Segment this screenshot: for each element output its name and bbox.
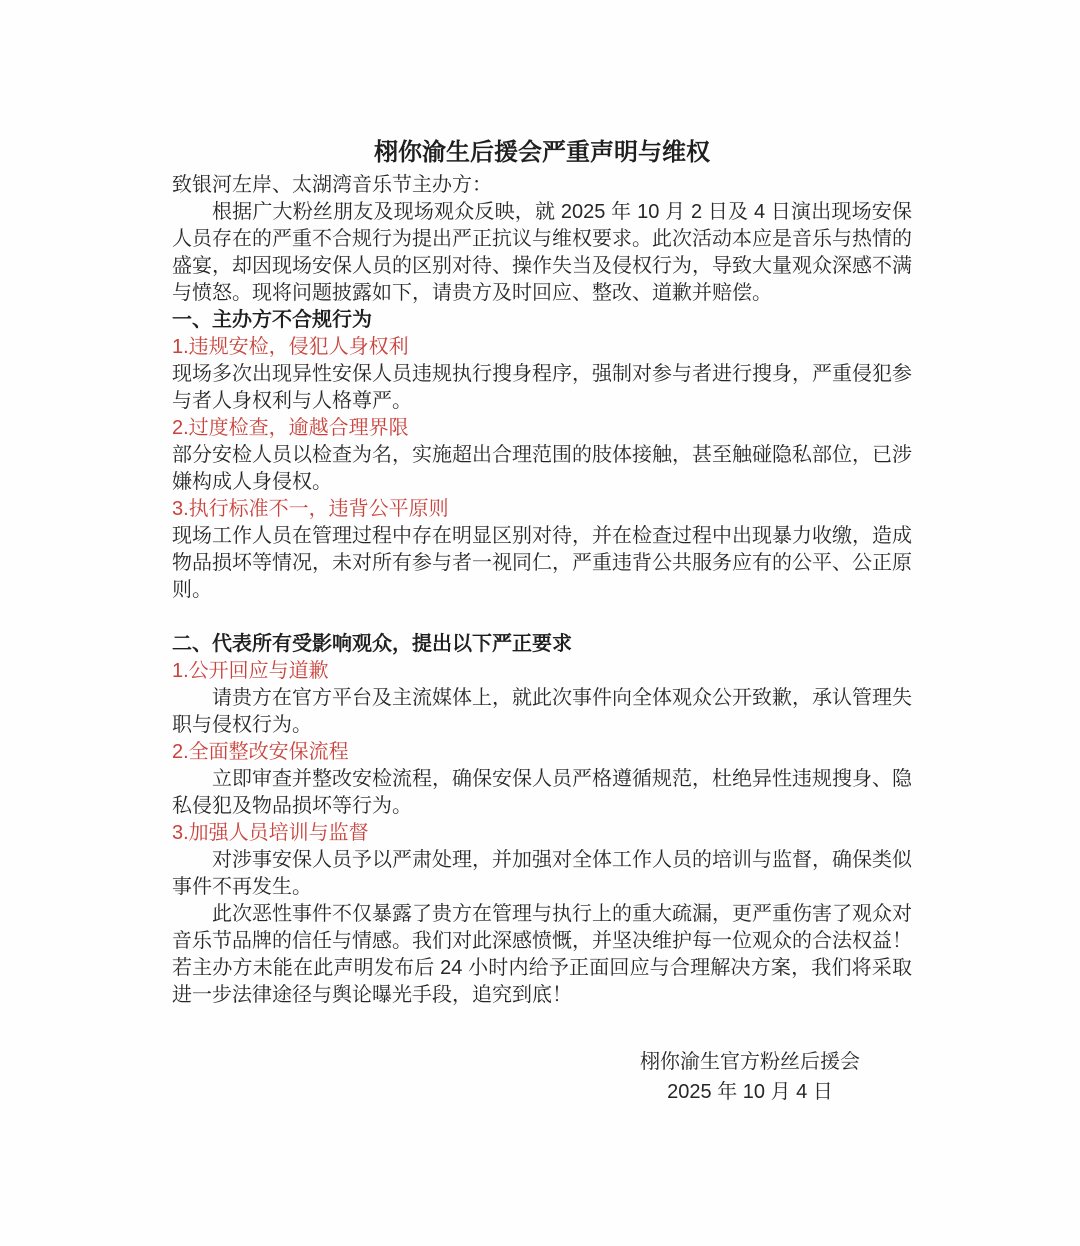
closing-paragraph-2: 若主办方未能在此声明发布后 24 小时内给予正面回应与合理解决方案，我们将采取进一步法律途径与舆论曝光手段，追究到底！ <box>172 957 912 1006</box>
section1-heading: 一、主办方不合规行为 <box>172 309 372 331</box>
statement-title: 栩你渝生后援会严重声明与维权 <box>374 139 710 166</box>
section-gap <box>172 604 912 631</box>
date: 2025 年 10 月 4 日 <box>667 1081 833 1103</box>
demand-1-heading: 1.公开回应与道歉 <box>172 660 329 682</box>
statement-content <box>172 136 912 1107</box>
demand-1-body: 请贵方在官方平台及主流媒体上，就此次事件向全体观众公开致歉，承认管理失职与侵权行为。 <box>172 687 912 736</box>
violation-2-heading: 2.过度检查，逾越合理界限 <box>172 417 409 439</box>
violation-3-heading: 3.执行标准不一，违背公平原则 <box>172 498 449 520</box>
violation-3-body: 现场工作人员在管理过程中存在明显区别对待，并在检查过程中出现暴力收缴，造成物品损坏等情况，未对所有参与者一视同仁，严重违背公共服务应有的公平、公正原则。 <box>172 525 912 601</box>
signature-block <box>640 1047 860 1107</box>
intro-paragraph: 根据广大粉丝朋友及现场观众反映，就 2025 年 10 月 2 日及 4 日演出现场安保人员存在的严重不合规行为提出严正抗议与维权要求。此次活动本应是音乐与热情的盛宴，却因现场安保人员的区别对待、操作失当及侵权行为，导致大量观众深感不满与愤怒。现将问题披露如下，请贵方及时回应、整改、道歉并赔偿。 <box>172 201 912 304</box>
demand-2-body: 立即审查并整改安检流程，确保安保人员严格遵循规范，杜绝异性违规搜身、隐私侵犯及物品损坏等行为。 <box>172 768 912 817</box>
closing-paragraph-1: 此次恶性事件不仅暴露了贵方在管理与执行上的重大疏漏，更严重伤害了观众对音乐节品牌的信任与情感。我们对此深感愤慨，并坚决维护每一位观众的合法权益！ <box>172 903 912 952</box>
violation-1-heading: 1.违规安检，侵犯人身权利 <box>172 336 409 358</box>
section2-heading: 二、代表所有受影响观众，提出以下严正要求 <box>172 633 572 655</box>
demand-3-body: 对涉事安保人员予以严肃处理，并加强对全体工作人员的培训与监督，确保类似事件不再发生。 <box>172 849 912 898</box>
salutation: 致银河左岸、太湖湾音乐节主办方： <box>172 174 492 196</box>
signature: 栩你渝生官方粉丝后援会 <box>640 1051 860 1073</box>
demand-3-heading: 3.加强人员培训与监督 <box>172 822 369 844</box>
violation-2-body: 部分安检人员以检查为名，实施超出合理范围的肢体接触，甚至触碰隐私部位，已涉嫌构成人身侵权。 <box>172 444 912 493</box>
violation-1-body: 现场多次出现异性安保人员违规执行搜身程序，强制对参与者进行搜身，严重侵犯参与者人身权利与人格尊严。 <box>172 363 912 412</box>
demand-2-heading: 2.全面整改安保流程 <box>172 741 349 763</box>
